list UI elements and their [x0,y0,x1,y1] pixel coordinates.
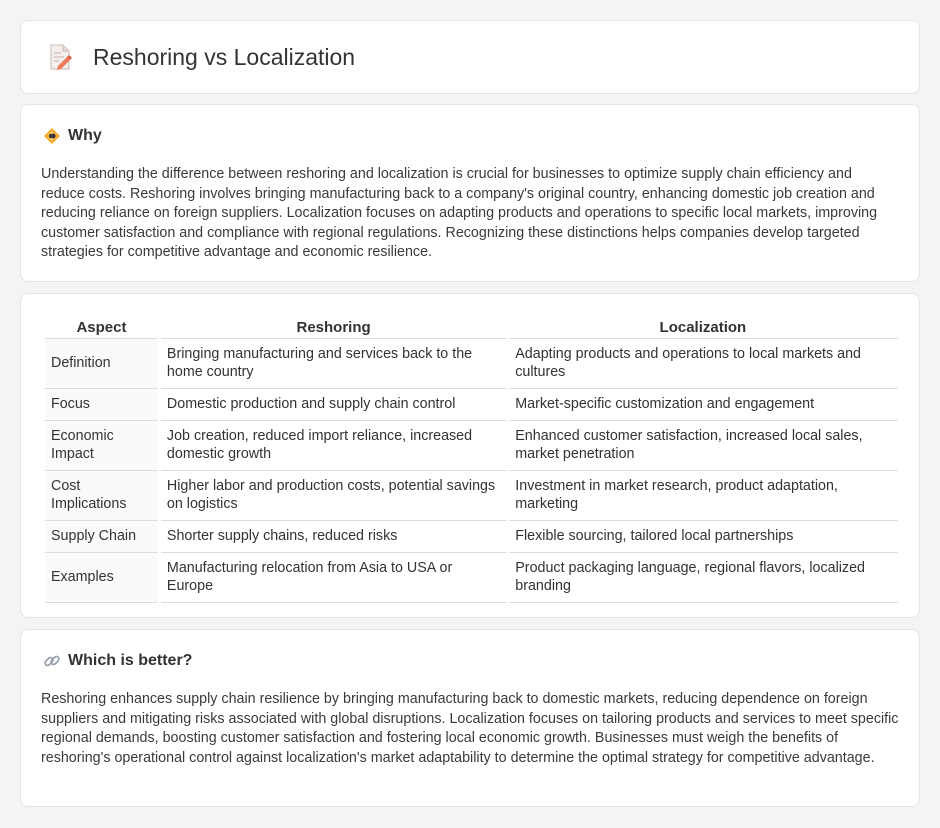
cell-aspect: Focus [44,388,160,420]
diamond-sign-icon [43,127,61,145]
better-card [20,629,920,807]
why-body: Understanding the difference between reshoring and localization is crucial for businesses to optimize supply chain efficiency and reduce costs. Reshoring involves bringing manufacturing back to a company's original country, enhancing domestic job creation and reducing reliance on foreign suppliers. Localization focuses on adapting products and operations to specific local markets, improving customer satisfaction and compliance with regional regulations. Recognizing these distinctions helps companies develop targeted strategies for competitive advantage and economic resilience. [41,166,878,261]
cell-reshoring: Bringing manufacturing and services back to the home country [159,338,507,388]
page-title: Reshoring vs Localization [93,43,356,70]
cell-reshoring: Manufacturing relocation from Asia to USA or Europe [159,552,507,602]
cell-localization: Enhanced customer satisfaction, increased local sales, market penetration [508,420,898,470]
title-wrap [47,43,355,71]
cell-aspect: Economic Impact [44,420,160,470]
table-row [44,338,899,388]
cell-reshoring: Shorter supply chains, reduced risks [159,520,507,552]
cell-localization: Flexible sourcing, tailored local partnerships [508,520,898,552]
header-card [20,20,920,94]
why-heading [43,127,102,145]
better-heading [43,652,192,670]
cell-aspect: Examples [44,552,160,602]
table-row [44,520,899,552]
cell-aspect: Definition [44,338,160,388]
cell-reshoring: Job creation, reduced import reliance, increased domestic growth [159,420,507,470]
better-title: Which is better? [68,652,193,669]
table-row [44,552,899,602]
document-edit-icon [47,43,73,71]
cell-aspect: Supply Chain [44,520,160,552]
why-card [20,104,920,282]
table-row [44,470,899,520]
cell-localization: Market-specific customization and engagement [508,388,898,420]
header-aspect: Aspect [44,316,160,338]
table-row [44,388,899,420]
header-reshoring: Reshoring [159,316,507,338]
table-header-row [44,316,899,338]
cell-localization: Product packaging language, regional flavors, localized branding [508,552,898,602]
table-row [44,420,899,470]
header-localization: Localization [508,316,898,338]
link-icon [43,652,61,670]
cell-aspect: Cost Implications [44,470,160,520]
cell-localization: Investment in market research, product adaptation, marketing [508,470,898,520]
better-body: Reshoring enhances supply chain resilience by bringing manufacturing back to domestic markets, reducing dependence on foreign suppliers and mitigating risks associated with global disruptions. Localization focuses on tailoring products and services to meet specific regional demands, boosting customer satisfaction and fostering local economic growth. Businesses must weigh the benefits of reshoring's operational control against localization's market adaptability to determine the optimal strategy for competitive advantage. [41,691,899,766]
comparison-table [42,316,898,603]
cell-localization: Adapting products and operations to local markets and cultures [508,338,898,388]
cell-reshoring: Domestic production and supply chain control [159,388,507,420]
cell-reshoring: Higher labor and production costs, potential savings on logistics [159,470,507,520]
why-title: Why [68,127,102,144]
comparison-card [20,293,920,618]
